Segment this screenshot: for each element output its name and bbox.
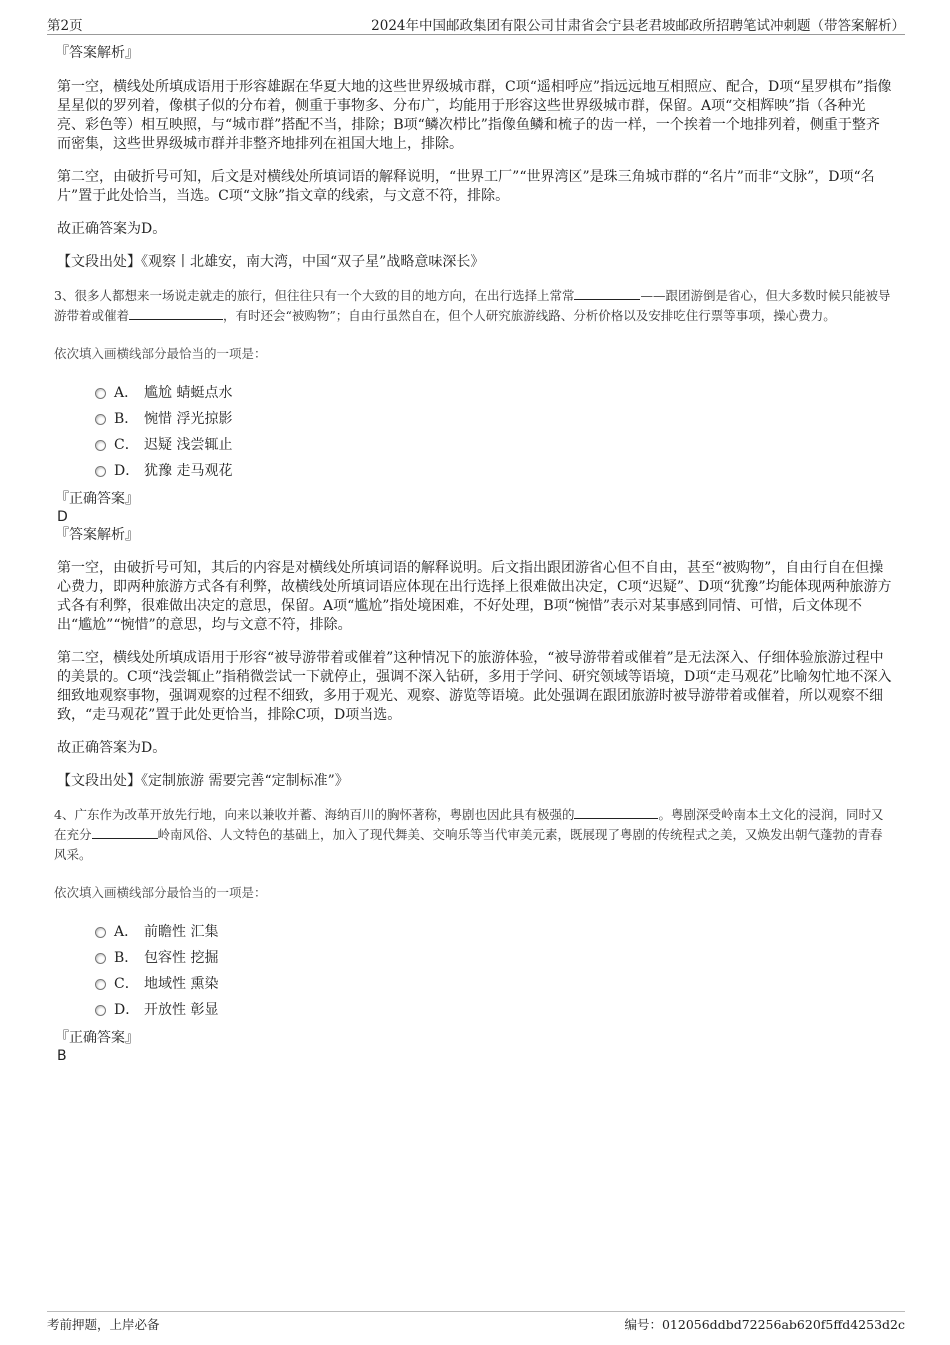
page-number: 第2页 [47, 18, 83, 34]
q4-prompt: 依次填入画横线部分最恰当的一项是： [54, 885, 267, 900]
q3-text-a: 3、很多人都想来一场说走就走的旅行，但往往只有一个大致的目的地方向，在出行选择上常常 [54, 288, 575, 303]
q3-options [95, 380, 893, 484]
q4-answer: B [57, 1048, 67, 1064]
q2-conclusion: 故正确答案为D。 [57, 221, 167, 237]
q3-option-b[interactable]: B． 惋惜 浮光掠影 [95, 406, 893, 432]
radio-icon[interactable] [95, 466, 106, 477]
footer-slogan: 考前押题，上岸必备 [47, 1317, 160, 1332]
q4-option-c[interactable]: C． 地域性 熏染 [95, 971, 893, 997]
q3-text-c: ，有时还会“被购物”；自由行虽然自在，但个人研究旅游线路、分析价格以及安排吃住行票等事项，操心费力。 [223, 308, 836, 323]
q4-text-c: 岭南风俗、人文特色的基础上，加入了现代舞美、交响乐等当代审美元素，既展现了粤剧的传统程式之美，又焕发出朝气蓬勃的青春风采。 [54, 827, 883, 862]
q3-question [54, 286, 893, 326]
q4-blank-1[interactable] [574, 806, 658, 819]
q3-analysis-label: 『答案解析』 [55, 527, 139, 543]
document-title: 2024年中国邮政集团有限公司甘肃省会宁县老君坡邮政所招聘笔试冲刺题（带答案解析） [371, 18, 905, 34]
q3-option-a[interactable]: A． 尴尬 蜻蜓点水 [95, 380, 893, 406]
radio-icon[interactable] [95, 414, 106, 425]
q4-blank-2[interactable] [92, 826, 158, 839]
page-header [47, 12, 905, 35]
radio-icon[interactable] [95, 1005, 106, 1016]
q3-blank-1[interactable] [574, 287, 640, 300]
q4-option-d[interactable]: D． 开放性 彰显 [95, 997, 893, 1023]
q3-analysis-p2: 第二空，横线处所填成语用于形容“被导游带着或催着”这种情况下的旅游体验，“被导游带着或催着”是无法深入、仔细体验旅游过程中的美景的。C项“浅尝辄止”指稍微尝试一下就停止，强调不深入钻研，多用于学问、研究领域等语境，D项“走马观花”比喻匆忙地不深入细致地观察事物，强调观察的过程不细致，多用于观光、观察、游览等语境。此处强调在跟团旅游时被导游带着或催着，所以观察不细致，“走马观花”置于此处更恰当，排除C项，D项当选。 [57, 650, 892, 723]
q4-option-b[interactable]: B． 包容性 挖掘 [95, 945, 893, 971]
radio-icon[interactable] [95, 953, 106, 964]
document-id: 编号：012056ddbd72256ab620f5ffd4253d2c [624, 1317, 905, 1332]
q2-analysis-p2: 第二空，由破折号可知，后文是对横线处所填词语的解释说明，“世界工厂”“世界湾区”是珠三角城市群的“名片”而非“文脉”，D项“名片”置于此处恰当，当选。C项“文脉”指文章的线索，与文意不符，排除。 [57, 169, 875, 204]
q3-answer-label: 『正确答案』 [55, 491, 139, 507]
q4-option-a[interactable]: A． 前瞻性 汇集 [95, 919, 893, 945]
q2-source: 【文段出处】《观察丨北雄安，南大湾，中国“双子星”战略意味深长》 [57, 254, 485, 270]
q3-prompt: 依次填入画横线部分最恰当的一项是： [54, 346, 267, 361]
q4-text-a: 4、广东作为改革开放先行地，向来以兼收并蓄、海纳百川的胸怀著称，粤剧也因此具有极强的 [54, 807, 575, 822]
q3-conclusion: 故正确答案为D。 [57, 740, 167, 756]
q4-question [54, 805, 893, 865]
q3-source: 【文段出处】《定制旅游 需要完善“定制标准”》 [57, 773, 349, 789]
q3-blank-2[interactable] [129, 307, 223, 320]
q4-text-b: 。粤剧深受岭南本土文化的浸润，同时又在充分 [54, 807, 884, 842]
radio-icon[interactable] [95, 927, 106, 938]
document-body [54, 44, 893, 1065]
q2-analysis-label: 『答案解析』 [55, 45, 139, 61]
q3-option-d[interactable]: D． 犹豫 走马观花 [95, 458, 893, 484]
q3-text-b: ——跟团游倒是省心，但大多数时候只能被导游带着或催着 [54, 288, 891, 323]
page-footer [47, 1311, 905, 1332]
q3-option-c[interactable]: C． 迟疑 浅尝辄止 [95, 432, 893, 458]
radio-icon[interactable] [95, 388, 106, 399]
radio-icon[interactable] [95, 440, 106, 451]
q2-analysis-p1: 第一空，横线处所填成语用于形容雄踞在华夏大地的这些世界级城市群，C项“遥相呼应”指远远地互相照应、配合，D项“星罗棋布”指像星星似的罗列着，像棋子似的分布着，侧重于事物多、分布广，均能用于形容这些世界级城市群，保留。A项“交相辉映”指（各种光亮、彩色等）相互映照，与“城市群”搭配不当，排除；B项“鳞次栉比”指像鱼鳞和梳子的齿一样，一个挨着一个地排列着，侧重于整齐而密集，这些世界级城市群并非整齐地排列在祖国大地上，排除。 [57, 79, 892, 152]
q4-answer-label: 『正确答案』 [55, 1030, 139, 1046]
q4-options [95, 919, 893, 1023]
q3-answer: D [57, 509, 68, 525]
q3-analysis-p1: 第一空，由破折号可知，其后的内容是对横线处所填词语的解释说明。后文指出跟团游省心但不自由，甚至“被购物”，自由行自在但操心费力，即两种旅游方式各有利弊，故横线处所填词语应体现在出行选择上很难做出决定，C项“迟疑”、D项“犹豫”均能体现两种旅游方式各有利弊，很难做出决定的意思，保留。A项“尴尬”指处境困难，不好处理，B项“惋惜”表示对某事感到同情、可惜，后文体现不出“尴尬”“惋惜”的意思，均与文意不符，排除。 [57, 560, 892, 633]
radio-icon[interactable] [95, 979, 106, 990]
